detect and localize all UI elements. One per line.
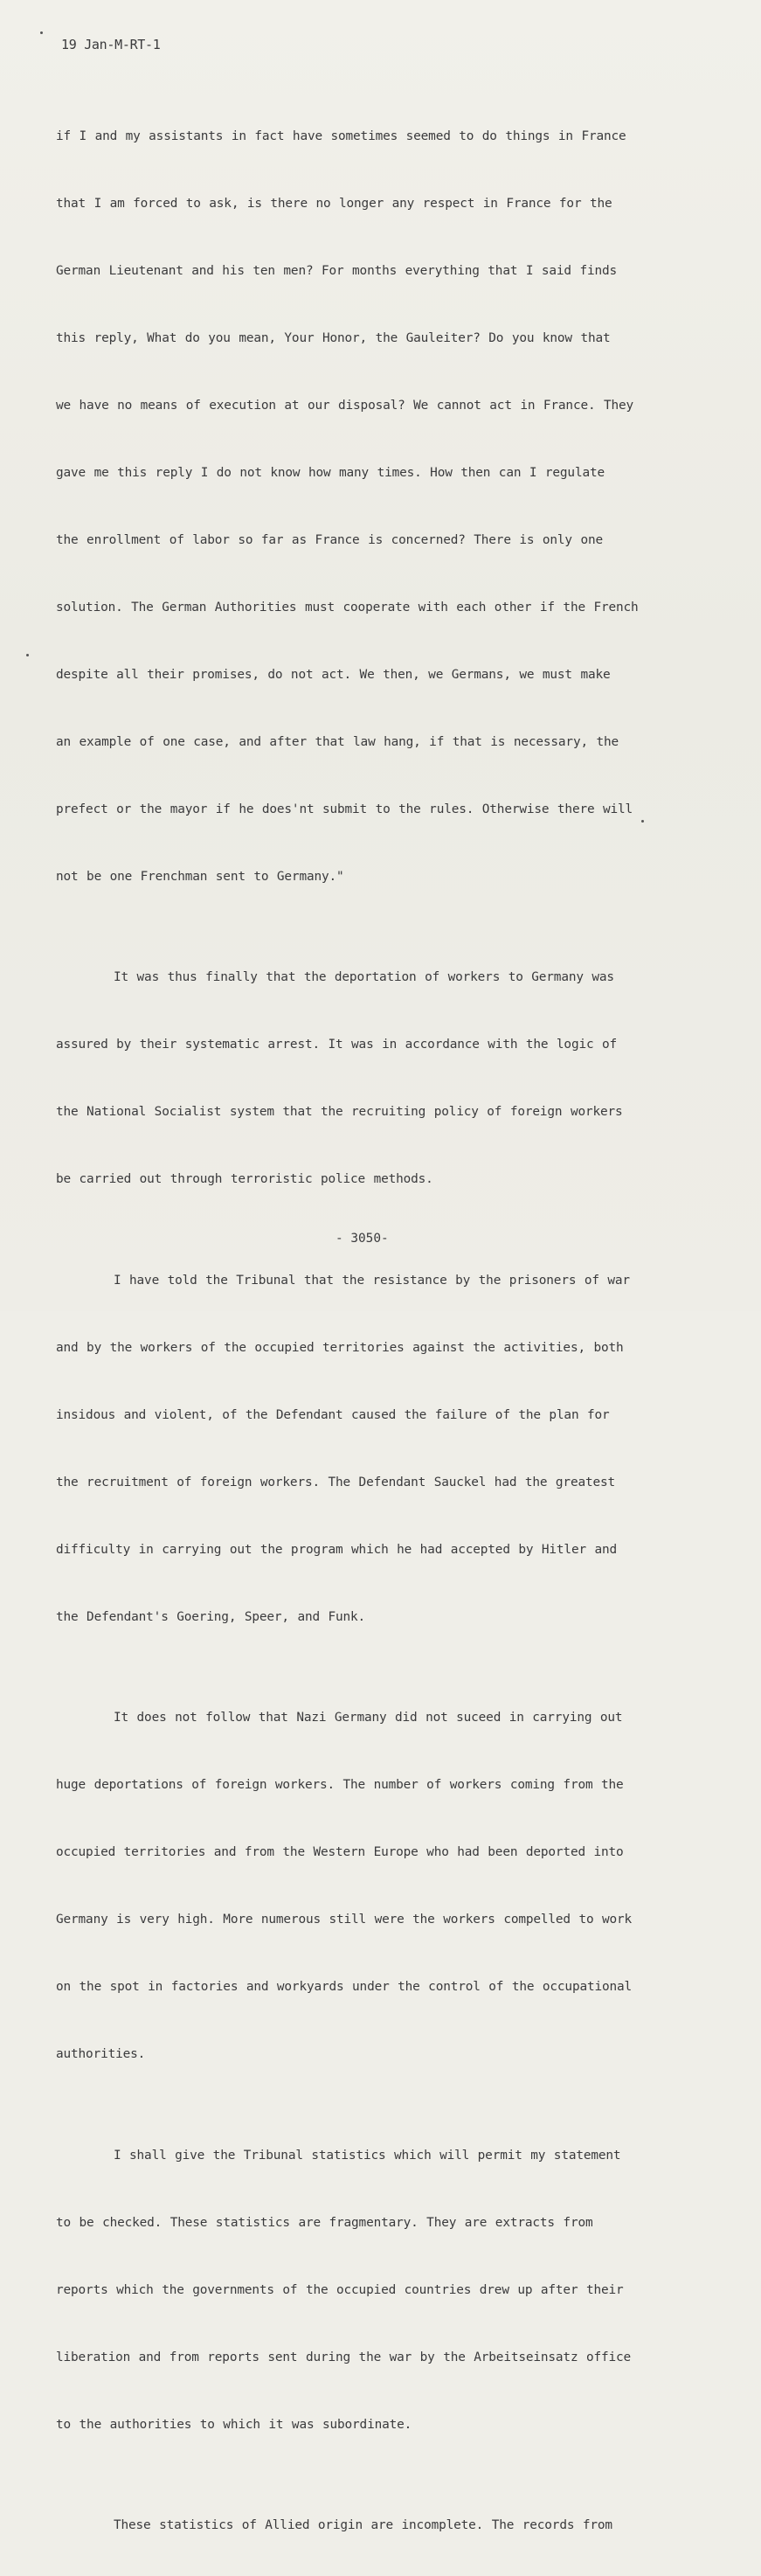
text-line: It was thus finally that the deportation of workers to Germany was [56, 961, 711, 995]
text-line: not be one Frenchman sent to Germany." [56, 860, 711, 894]
text-line: despite all their promises, do not act. We then, we Germans, we must make [56, 658, 711, 692]
text-line: I have told the Tribunal that the resistance by the prisoners of war [56, 1264, 711, 1298]
text-line: I shall give the Tribunal statistics which will permit my statement [56, 2139, 711, 2173]
text-line: the National Socialist system that the recruiting policy of foreign workers [56, 1095, 711, 1129]
text-line: an example of one case, and after that law hang, if that is necessary, the [56, 726, 711, 760]
text-line: that I am forced to ask, is there no longer any respect in France for the [56, 187, 711, 221]
text-line: the Defendant's Goering, Speer, and Funk. [56, 1600, 711, 1635]
text-line: It does not follow that Nazi Germany did not suceed in carrying out [56, 1701, 711, 1735]
document-reference: 19 Jan-M-RT-1 [61, 37, 161, 52]
page-number: - 3050- [336, 1232, 389, 1246]
text-line: huge deportations of foreign workers. The number of workers coming from the [56, 1768, 711, 1802]
text-line: be carried out through terroristic police methods. [56, 1163, 711, 1197]
text-line: occupied territories and from the Western Europe who had been deported into [56, 1836, 711, 1870]
text-line: insidous and violent, of the Defendant caused the failure of the plan for [56, 1399, 711, 1433]
text-line: authorities. [56, 2038, 711, 2072]
text-line: on the spot in factories and workyards under the control of the occupational [56, 1970, 711, 2004]
text-line: difficulty in carrying out the program which he had accepted by Hitler and [56, 1533, 711, 1567]
text-line: if I and my assistants in fact have sometimes seemed to do things in France [56, 120, 711, 154]
text-line: assured by their systematic arrest. It was in accordance with the logic of [56, 1028, 711, 1062]
document-body [56, 86, 711, 2576]
text-line: the recruitment of foreign workers. The Defendant Sauckel had the greatest [56, 1466, 711, 1500]
text-line: reports which the governments of the occupied countries drew up after their [56, 2274, 711, 2308]
paragraph-3 [56, 1230, 711, 1668]
text-line: to the authorities to which it was subordinate. [56, 2408, 711, 2442]
text-line: These statistics of Allied origin are incomplete. The records from [56, 2509, 711, 2543]
paragraph-5 [56, 2105, 711, 2475]
paragraph-2 [56, 927, 711, 1231]
text-line: German Lieutenant and his ten men? For months everything that I said finds [56, 254, 711, 288]
text-line: we have no means of execution at our disposal? We cannot act in France. They [56, 389, 711, 423]
text-line: the enrollment of labor so far as France is concerned? There is only one [56, 524, 711, 558]
text-line: solution. The German Authorities must cooperate with each other if the French [56, 591, 711, 625]
text-line: prefect or the mayor if he does'nt submit to the rules. Otherwise there will [56, 793, 711, 827]
paragraph-1 [56, 86, 711, 927]
text-line: to be checked. These statistics are fragmentary. They are extracts from [56, 2206, 711, 2240]
paragraph-4 [56, 1668, 711, 2106]
text-line: Germany is very high. More numerous still were the workers compelled to work [56, 1903, 711, 1937]
paragraph-6 [56, 2475, 711, 2576]
paper-speck [641, 820, 644, 823]
text-line: and by the workers of the occupied territories against the activities, both [56, 1331, 711, 1365]
text-line: this reply, What do you mean, Your Honor, the Gauleiter? Do you know that [56, 322, 711, 356]
text-line: liberation and from reports sent during the war by the Arbeitseinsatz office [56, 2341, 711, 2375]
text-line: gave me this reply I do not know how many times. How then can I regulate [56, 456, 711, 490]
paper-speck [26, 654, 29, 656]
paper-speck [40, 31, 43, 34]
